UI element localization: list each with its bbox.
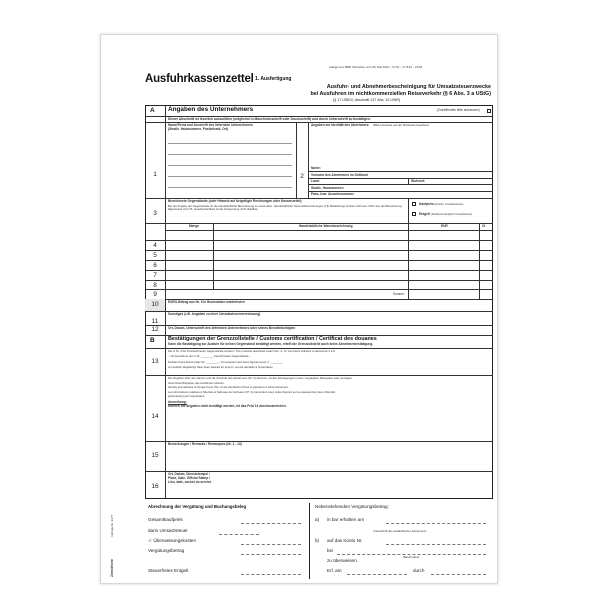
field-3-text: Bei der Angabe der Gegenstände ist die handelsübliche Bezeichnung zu verwenden. Handelsübliche Sammelbezeichnungen (z.B. Bekleidung) reichen nicht aus. Nicht aus der Bezeichnung allgemeiner Art (z.B. Geschenkartikel) ist die Verwendung nicht ableitbar. <box>168 203 402 212</box>
umsatzsteuer-field[interactable] <box>219 534 259 535</box>
bank-caption: (Bankinstitut) <box>403 555 420 559</box>
number-column-divider <box>165 105 166 499</box>
entgelt-sublabel: (Kaufpreis abzüglich Umsatzsteuer) <box>431 212 473 216</box>
row-7-number: 7 <box>153 272 157 279</box>
field-16-number: 16 <box>151 483 159 490</box>
entgelt-label: Entgelt <box>419 211 430 216</box>
buyer-street-label: Straße, Hausnummer: <box>311 185 345 190</box>
field-1-number: 1 <box>153 171 157 178</box>
row-9-number: 9 <box>153 291 157 298</box>
publisher-number: Verlags-Nr. 2277 <box>110 514 114 537</box>
completed-on-field[interactable] <box>347 574 407 575</box>
footer-right-title: Nebenstehenden Vergütungsbetrag: <box>315 504 389 509</box>
field-10-label: EURO-Betrag aus Nr. 9 in Buchstaben wiederholen <box>168 300 245 304</box>
bank-label: bei <box>327 548 334 553</box>
form-paper <box>100 34 498 584</box>
field-14-line-3: Identity and address of foreign buyer (No. 2) are identical to those in passport or travel document. <box>168 385 289 389</box>
row-4-number: 4 <box>153 241 157 249</box>
option-a-text: in bar erhalten am <box>327 517 365 522</box>
field-13-line-1: Die in Nr. 4 bis 8 bezeichneten Gegenstände wurden / The products described under Nos. 4 - 8 / Les biens indiqués ci-dessus de 4 à 8 <box>168 348 335 353</box>
gesamtkaufpreis-label: Gesamtkaufpreis <box>148 517 183 522</box>
section-b-title: Bestätigungen der Grenzzollstelle / Customs certification / Certificat des douanes <box>168 335 377 342</box>
checkbox-kaufpreis[interactable] <box>412 202 416 206</box>
section-b-instruction: Kann die Bestätigung zur Ausfuhr für keinen Gegenstand bestätigt werden, erteilt die Grenzzollstelle auch keine Abnehmerbestätigung. <box>168 342 374 346</box>
publisher-logo: Zweckform <box>110 559 114 577</box>
copy-label: 1. Ausfertigung <box>255 76 292 82</box>
gesamtkaufpreis-field[interactable] <box>241 523 301 524</box>
row-5-number: 5 <box>153 252 157 259</box>
account-number-field[interactable] <box>386 544 486 545</box>
field-11-label: Sonstiges (z.B. Angaben zu einer Umsatzsteuerverrechnung) <box>168 312 261 316</box>
kaufpreis-sublabel: (einschl. Umsatzsteuer) <box>434 201 464 206</box>
checkbox-hint: (Zutreffendes bitte ankreuzen) <box>437 108 480 112</box>
field-14-line-5: présentée(s) par l'exportateur. <box>168 394 206 398</box>
kaufpreis-label: Kaufpreis <box>419 201 434 206</box>
row-8-number: 8 <box>153 282 157 289</box>
field-3-label: Bezeichnete Gegenstände (oder Hinweis auf beigefügte Rechnungen oder Kassenzettel) <box>168 199 302 203</box>
form-title: Ausfuhrkassenzettel <box>145 73 254 85</box>
buyer-firstname-label: Vorname des Abnehmers im Drittland <box>311 172 368 177</box>
field-2-note: (Bitte Hinweise auf der Rückseite beachten) <box>373 123 430 127</box>
footer-divider <box>309 503 310 579</box>
option-a-label: a) <box>315 517 320 522</box>
buyer-country-label: Land: <box>311 179 320 183</box>
col-header-ct: Ct <box>482 224 486 228</box>
section-a-letter: A <box>150 107 155 114</box>
checkbox-section-a[interactable] <box>487 109 491 113</box>
form-subtitle-2: bei Ausfuhren im nichtkommerziellen Reiseverkehr (§ 6 Abs. 3 a UStG) <box>310 91 491 97</box>
field-11-number: 11 <box>151 318 159 325</box>
field-13-line-3: besides those listed under No. ________ / à l'exception des biens figurant sous n° ________ <box>168 359 283 364</box>
legal-notice: Anlage zum BMF-Schreiben vom 26. Mai 2004 – IV D1 – S 7133 – 21/04 <box>329 65 423 69</box>
field-14-line-2: Grenzübertrittspapier des Ausführers überein. <box>168 380 225 385</box>
buyer-name-label: Name: <box>311 166 321 170</box>
law-reference: (§ 17 UStDV, Abschnitt 137 Abs. 10 UStR) <box>333 98 401 102</box>
summe-label: Summe: <box>393 292 405 296</box>
buyer-passport-label: Pass- bzw. Ausweisnummer: <box>311 192 355 196</box>
verguetungsbetrag-label: Vergütungsbetrag <box>148 548 185 553</box>
footer-left-title: Abrechnung der Vergütung und Buchungsbeleg <box>148 504 247 509</box>
field-14-line-4: Les informations relatives à l'identité et l'adresse de l'acheteur (N° 2) concordent avec celles figurant sur le passeport/le pièce d'identité <box>168 389 336 394</box>
field-3-number: 3 <box>153 210 157 217</box>
section-a-title: Angaben des Unternehmers <box>168 106 254 113</box>
completed-by-field[interactable] <box>431 574 486 575</box>
field-14-line-1: Die Angaben über den Namen und die Anschrift des Abnehmers (Nr. 2) stimmen mit den Eintragungen in dem vorgelegten Reisepass oder sonstigen <box>168 376 353 380</box>
verguetungsbetrag-field[interactable] <box>241 554 301 555</box>
transfer-label: zu überweisen. <box>327 558 358 563</box>
field-15-label: Bemerkungen / Remarks / Remarques (Nr. 1 - 14) <box>168 442 242 446</box>
field-1-label: Name/Firma und Anschrift des liefernden Unternehmers <box>168 123 253 127</box>
col-header-eur: EUR <box>441 224 448 228</box>
seller-address-input[interactable] <box>168 134 292 194</box>
option-a-signature-caption: Unterschrift des ausländischen Abnehmers <box>373 529 427 533</box>
field-13-number: 13 <box>151 358 159 365</box>
field-14-number: 14 <box>151 413 159 420</box>
ueberweisungskosten-field[interactable] <box>241 544 301 545</box>
ueberweisungskosten-label: -/. Überweisungskosten <box>148 538 197 543</box>
field-2-number: 2 <box>300 173 304 180</box>
field-12-number: 12 <box>151 326 159 333</box>
field-16-line-1: Ort, Datum, Dienststempel / <box>168 472 210 476</box>
option-b-text: auf das Konto Nr. <box>327 538 363 543</box>
col-header-bezeichnung: Handelsübliche Warenbezeichnung <box>299 224 353 228</box>
field-12-label: Ort, Datum, Unterschrift des liefernden Unternehmers oder seines Bevollmächtigten <box>168 326 296 330</box>
field-14-remark-label: Anmerkung: <box>168 399 187 404</box>
steuerfreies-entgelt-label: Steuerfreies Entgelt <box>148 568 189 573</box>
field-14-remark-text: Können die Angaben nicht bestätigt werden, ist das Feld 14 durchzustreichen. <box>168 404 287 408</box>
checkbox-entgelt[interactable] <box>412 212 416 216</box>
field-13-line-4: zur Ausfuhr abgefertigt have been cleared for export / ont été déclarés à l'exportation <box>168 365 273 369</box>
field-1-sublabel: (Straße, Hausnummer, Postleitzahl, Ort) <box>168 127 229 131</box>
field-13-line-2: – mit Ausnahme der in Nr. ________ bezeichneten Gegenstände – <box>168 354 251 358</box>
option-b-label: b) <box>315 538 320 543</box>
field-16-line-3: Lieu, date, cachet du service <box>168 480 212 484</box>
by-label: durch <box>413 568 425 573</box>
field-2-label: Angaben zur Identität des Abnehmers: <box>311 123 370 127</box>
field-15-number: 15 <box>151 452 159 459</box>
field-16-line-2: Place, Date, Official Stamp / <box>168 476 210 480</box>
section-a-instruction: Dieser Abschnitt ist leserlich auszufüllen (möglichst in Maschinenschrift oder Druckschrift) und durch Unterschrift zu bestätigen. <box>168 116 371 121</box>
umsatzsteuer-label: darin Umsatzsteuer <box>148 528 188 533</box>
field-10-number: 10 <box>145 299 165 311</box>
row-6-number: 6 <box>153 262 157 269</box>
steuerfreies-entgelt-field[interactable] <box>241 574 301 575</box>
completed-on-label: Erl. am <box>327 568 342 573</box>
col-header-menge: Menge <box>189 224 200 228</box>
cash-received-date-field[interactable] <box>386 523 486 524</box>
form-subtitle-1: Ausfuhr- und Abnehmerbescheinigung für Umsatzsteuerzwecke <box>326 84 491 90</box>
buyer-city-label: Wohnort: <box>411 179 426 183</box>
section-b-letter: B <box>150 337 155 344</box>
